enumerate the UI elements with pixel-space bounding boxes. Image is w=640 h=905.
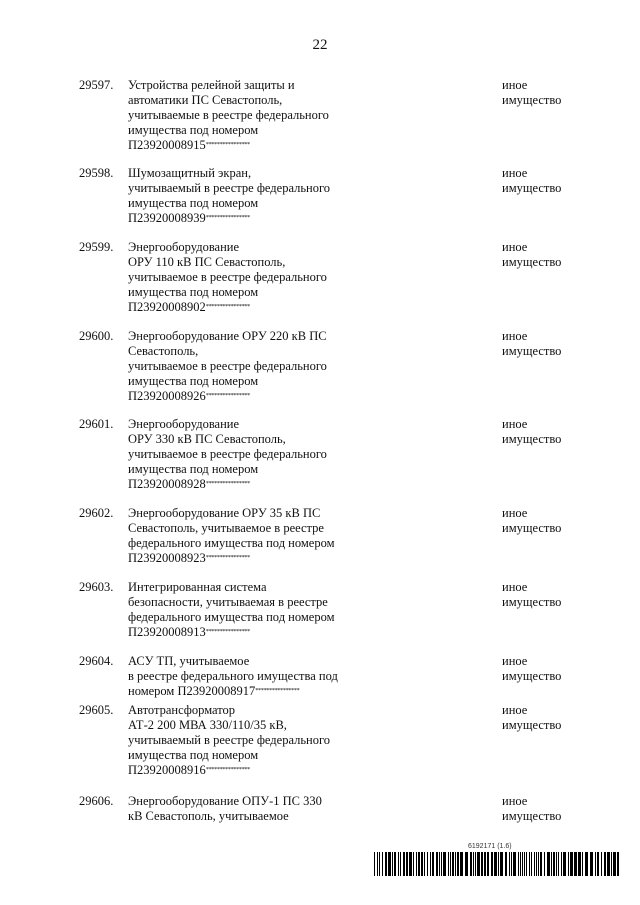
barcode-bar <box>595 852 596 876</box>
barcode-bar <box>392 852 393 876</box>
description-text: Севастополь, учитываемое в реестре <box>128 521 324 535</box>
barcode-bar <box>430 852 431 876</box>
description-line <box>128 374 368 389</box>
barcode-bar <box>524 852 525 876</box>
description-line <box>128 389 368 404</box>
barcode-bar <box>558 852 559 876</box>
barcode-bar <box>500 852 503 876</box>
barcode-bar <box>613 852 616 876</box>
description-text: автоматики ПС Севастополь, <box>128 93 283 107</box>
description-text: имущества под номером <box>128 196 259 210</box>
footnote-marker: **************** <box>205 628 250 635</box>
barcode-bar <box>477 852 480 876</box>
barcode-bar <box>611 852 612 876</box>
property-type-line: имущество <box>502 809 562 823</box>
barcode-bar <box>413 852 414 876</box>
barcode-bar <box>590 852 593 876</box>
entry-description <box>128 654 368 699</box>
entry-description <box>128 78 368 153</box>
barcode-bar <box>400 852 401 876</box>
property-type <box>502 654 561 684</box>
description-text: имущества под номером <box>128 462 259 476</box>
barcode-bar <box>394 852 396 876</box>
description-text: П23920008902 <box>128 300 206 314</box>
description-line <box>128 240 368 255</box>
barcode <box>374 852 620 876</box>
barcode-bar <box>582 852 583 876</box>
entry-description <box>128 506 368 566</box>
description-line <box>128 196 368 211</box>
barcode-bar <box>427 852 428 876</box>
description-line <box>128 551 368 566</box>
footnote-marker: **************** <box>205 554 250 561</box>
description-text: Интегрированная система <box>128 580 267 594</box>
footnote-marker: **************** <box>205 480 250 487</box>
description-text: ОРУ 330 кВ ПС Севастополь, <box>128 432 286 446</box>
entry-description <box>128 417 368 492</box>
description-text: Энергооборудование ОРУ 35 кВ ПС <box>128 506 321 520</box>
property-type-line: имущество <box>502 669 562 683</box>
barcode-bar <box>432 852 434 876</box>
barcode-bar <box>377 852 378 876</box>
description-text: П23920008916 <box>128 763 206 777</box>
barcode-bar <box>484 852 486 876</box>
entry-number: 29601. <box>79 417 114 431</box>
barcode-bar <box>563 852 566 876</box>
property-type <box>502 240 561 270</box>
description-text: Энергооборудование ОРУ 220 кВ ПС <box>128 329 327 343</box>
barcode-bar <box>498 852 499 876</box>
barcode-bar <box>418 852 420 876</box>
barcode-bar <box>574 852 577 876</box>
description-text: имущества под номером <box>128 748 259 762</box>
description-line <box>128 432 368 447</box>
description-line <box>128 108 368 123</box>
description-line <box>128 669 368 684</box>
property-type-line: имущество <box>502 521 562 535</box>
description-line <box>128 477 368 492</box>
entry-number: 29600. <box>79 329 114 343</box>
description-line <box>128 733 368 748</box>
property-type-line: иное <box>502 506 528 520</box>
barcode-bar <box>561 852 562 876</box>
property-type-line: имущество <box>502 93 562 107</box>
entry-number: 29605. <box>79 703 114 717</box>
description-line <box>128 580 368 595</box>
description-line <box>128 703 368 718</box>
barcode-bar <box>601 852 602 876</box>
barcode-bar <box>460 852 463 876</box>
barcode-bar <box>487 852 489 876</box>
barcode-bar <box>547 852 550 876</box>
footnote-marker: **************** <box>205 392 250 399</box>
description-text: имущества под номером <box>128 123 259 137</box>
property-type-line: иное <box>502 580 528 594</box>
entry-number: 29597. <box>79 78 114 92</box>
barcode-bar <box>553 852 555 876</box>
barcode-bar <box>505 852 507 876</box>
description-line <box>128 654 368 669</box>
description-text: федерального имущества под номером <box>128 536 335 550</box>
barcode-bar <box>452 852 454 876</box>
entry-description <box>128 240 368 315</box>
property-type-line: имущество <box>502 344 562 358</box>
description-text: Энергооборудование ОПУ-1 ПС 330 <box>128 794 322 808</box>
barcode-bar <box>522 852 523 876</box>
property-type-line: иное <box>502 78 528 92</box>
footnote-marker: **************** <box>205 303 250 310</box>
description-text: учитываемое в реестре федерального <box>128 359 327 373</box>
barcode-bar <box>513 852 516 876</box>
description-text: АСУ ТП, учитываемое <box>128 654 250 668</box>
description-line <box>128 506 368 521</box>
property-type-line: имущество <box>502 595 562 609</box>
description-line <box>128 285 368 300</box>
description-text: П23920008939 <box>128 211 206 225</box>
property-type <box>502 506 561 536</box>
property-type <box>502 580 561 610</box>
description-text: Севастополь, <box>128 344 199 358</box>
barcode-bar <box>406 852 408 876</box>
entry-number: 29603. <box>79 580 114 594</box>
barcode-bar <box>538 852 539 876</box>
description-line <box>128 718 368 733</box>
property-type-line: иное <box>502 329 528 343</box>
barcode-bar <box>604 852 606 876</box>
barcode-bar <box>465 852 468 876</box>
property-type <box>502 703 561 733</box>
description-line <box>128 255 368 270</box>
description-line <box>128 417 368 432</box>
description-text: безопасности, учитываемая в реестре <box>128 595 328 609</box>
description-text: П23920008928 <box>128 477 206 491</box>
description-line <box>128 123 368 138</box>
description-text: Устройства релейной защиты и <box>128 78 295 92</box>
description-text: имущества под номером <box>128 374 259 388</box>
property-type <box>502 794 561 824</box>
description-text: учитываемый в реестре федерального <box>128 181 331 195</box>
barcode-bar <box>448 852 449 876</box>
description-line <box>128 625 368 640</box>
entry-number: 29606. <box>79 794 114 808</box>
document-code: 6192171 (1.6) <box>468 843 512 850</box>
description-text: Энергооборудование <box>128 240 240 254</box>
barcode-bar <box>409 852 412 876</box>
barcode-bar <box>491 852 493 876</box>
barcode-bar <box>540 852 542 876</box>
barcode-bar <box>403 852 405 876</box>
description-line <box>128 763 368 778</box>
description-line <box>128 684 368 699</box>
description-line <box>128 166 368 181</box>
description-text: Автотрансформатор <box>128 703 236 717</box>
barcode-bar <box>457 852 459 876</box>
property-type-line: иное <box>502 703 528 717</box>
barcode-bar <box>607 852 610 876</box>
description-line <box>128 329 368 344</box>
description-text: учитываемое в реестре федерального <box>128 447 327 461</box>
description-line <box>128 181 368 196</box>
description-text: П23920008915 <box>128 138 206 152</box>
description-text: АТ-2 200 МВА 330/110/35 кВ, <box>128 718 287 732</box>
barcode-bar <box>421 852 423 876</box>
footnote-marker: **************** <box>205 141 250 148</box>
description-line <box>128 359 368 374</box>
barcode-bar <box>536 852 537 876</box>
description-text: имущества под номером <box>128 285 259 299</box>
footnote-marker: **************** <box>205 214 250 221</box>
barcode-bar <box>511 852 512 876</box>
footnote-marker: **************** <box>255 687 300 694</box>
barcode-bar <box>473 852 474 876</box>
description-text: в реестре федерального имущества под <box>128 669 338 683</box>
barcode-bar <box>494 852 497 876</box>
barcode-bar <box>531 852 532 876</box>
barcode-bar <box>556 852 557 876</box>
description-line <box>128 536 368 551</box>
description-text: кВ Севастополь, учитываемое <box>128 809 289 823</box>
entry-number: 29602. <box>79 506 114 520</box>
barcode-bar <box>585 852 588 876</box>
barcode-bar <box>551 852 552 876</box>
entry-description <box>128 166 368 226</box>
barcode-bar <box>578 852 581 876</box>
description-text: Шумозащитный экран, <box>128 166 252 180</box>
barcode-bar <box>385 852 387 876</box>
description-text: учитываемое в реестре федерального <box>128 270 327 284</box>
page-number: 22 <box>312 37 328 53</box>
barcode-bar <box>520 852 521 876</box>
entry-number: 29599. <box>79 240 114 254</box>
description-text: ОРУ 110 кВ ПС Севастополь, <box>128 255 286 269</box>
barcode-bar <box>544 852 545 876</box>
footnote-marker: **************** <box>205 766 250 773</box>
description-line <box>128 93 368 108</box>
entry-description <box>128 794 368 824</box>
description-line <box>128 610 368 625</box>
description-text: Энергооборудование <box>128 417 240 431</box>
description-line <box>128 78 368 93</box>
barcode-bar <box>509 852 510 876</box>
barcode-bar <box>455 852 456 876</box>
barcode-bar <box>597 852 599 876</box>
property-type-line: иное <box>502 417 528 431</box>
description-line <box>128 211 368 226</box>
barcode-bar <box>436 852 438 876</box>
property-type-line: имущество <box>502 181 562 195</box>
barcode-bar <box>481 852 483 876</box>
entry-description <box>128 329 368 404</box>
barcode-bar <box>398 852 399 876</box>
property-type <box>502 78 561 108</box>
entry-description <box>128 580 368 640</box>
barcode-bar <box>382 852 383 876</box>
property-type-line: имущество <box>502 255 562 269</box>
description-line <box>128 300 368 315</box>
entry-number: 29598. <box>79 166 114 180</box>
barcode-bar <box>534 852 535 876</box>
barcode-bar <box>570 852 573 876</box>
property-type <box>502 417 561 447</box>
description-line <box>128 447 368 462</box>
barcode-bar <box>416 852 417 876</box>
description-text: федерального имущества под номером <box>128 610 335 624</box>
description-line <box>128 794 368 809</box>
barcode-bar <box>450 852 451 876</box>
description-text: учитываемый в реестре федерального <box>128 733 331 747</box>
barcode-bar <box>470 852 472 876</box>
description-line <box>128 521 368 536</box>
description-text: П23920008926 <box>128 389 206 403</box>
barcode-bar <box>617 852 619 876</box>
barcode-bar <box>441 852 442 876</box>
description-line <box>128 462 368 477</box>
property-type <box>502 166 561 196</box>
entry-number: 29604. <box>79 654 114 668</box>
barcode-bar <box>374 852 375 876</box>
barcode-bar <box>443 852 446 876</box>
description-line <box>128 270 368 285</box>
barcode-bar <box>439 852 440 876</box>
entry-description <box>128 703 368 778</box>
description-text: П23920008923 <box>128 551 206 565</box>
description-line <box>128 748 368 763</box>
barcode-bar <box>388 852 391 876</box>
barcode-bar <box>568 852 569 876</box>
property-type-line: имущество <box>502 718 562 732</box>
description-text: учитываемые в реестре федерального <box>128 108 329 122</box>
property-type-line: иное <box>502 240 528 254</box>
description-text: номером П23920008917 <box>128 684 256 698</box>
description-line <box>128 595 368 610</box>
property-type-line: иное <box>502 794 528 808</box>
barcode-bar <box>529 852 530 876</box>
barcode-bar <box>475 852 476 876</box>
property-type-line: имущество <box>502 432 562 446</box>
description-text: П23920008913 <box>128 625 206 639</box>
barcode-bar <box>424 852 425 876</box>
description-line <box>128 344 368 359</box>
property-type <box>502 329 561 359</box>
description-line <box>128 138 368 153</box>
barcode-bar <box>518 852 519 876</box>
barcode-bar <box>379 852 380 876</box>
property-type-line: иное <box>502 654 528 668</box>
barcode-bar <box>526 852 527 876</box>
description-line <box>128 809 368 824</box>
property-type-line: иное <box>502 166 528 180</box>
